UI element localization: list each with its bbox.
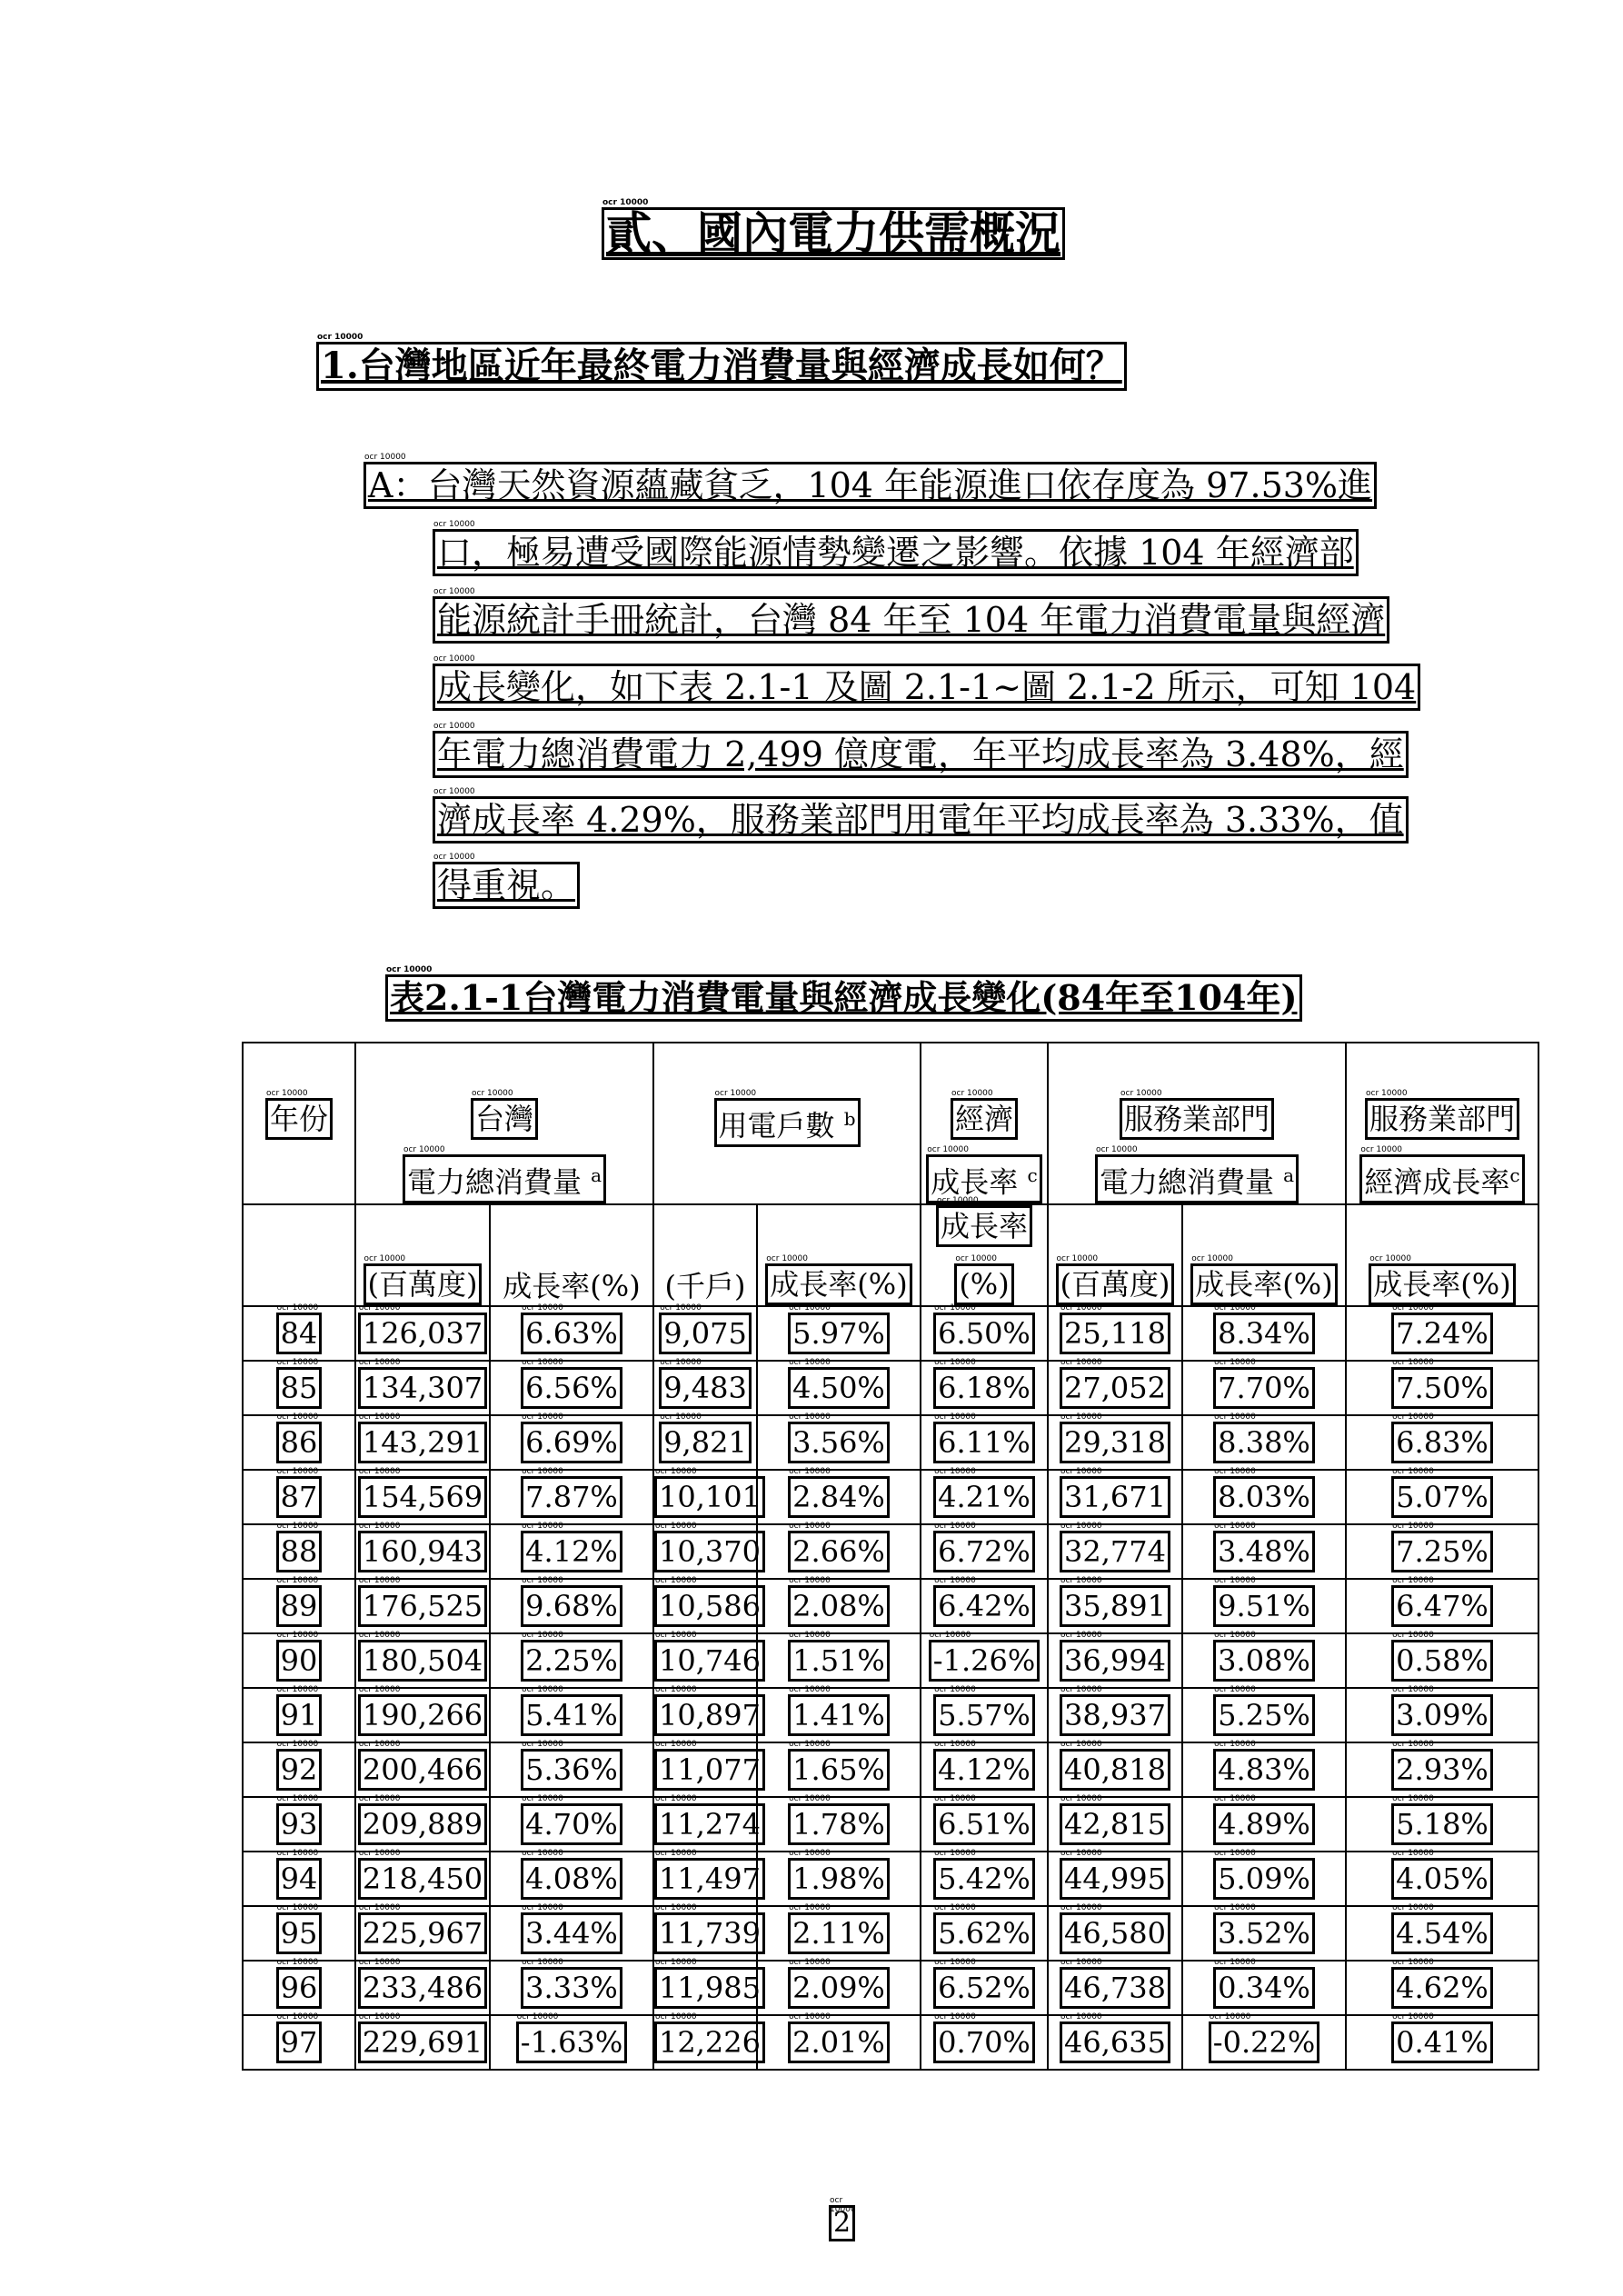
year-cell [243,1852,355,1906]
econ-growth-cell [921,1852,1048,1906]
table-row [243,1579,1538,1633]
service-econ-growth-cell [1346,1361,1538,1415]
households-cell-value: ocr 10000 11,274 [654,1803,765,1845]
header-econ-growth-rate: ocr 10000 成長率 [936,1205,1032,1247]
service-growth-cell-value: ocr 10000 8.38% [1213,1422,1315,1463]
header-growth-2: ocr 10000 成長率(%) [765,1263,911,1305]
service-growth-cell [1182,1361,1346,1415]
households-growth-cell [757,1633,921,1688]
econ-growth-cell [921,1688,1048,1742]
service-consumption-cell-value: ocr 10000 42,815 [1060,1803,1170,1845]
econ-growth-cell-value: ocr 10000 4.21% [933,1476,1035,1518]
service-econ-growth-cell [1346,1524,1538,1579]
service-econ-growth-cell-value: ocr 10000 0.41% [1391,2021,1493,2063]
year-cell [243,1688,355,1742]
households-growth-cell-value: ocr 10000 1.51% [788,1640,890,1682]
taiwan-growth-cell [490,1579,653,1633]
header-unit-gwh: ocr 10000 (百萬度) [363,1263,483,1305]
econ-growth-cell-value: ocr 10000 0.70% [933,2021,1035,2063]
taiwan-growth-cell-value: ocr 10000 6.56% [521,1367,622,1409]
households-cell [653,1470,761,1524]
page-number: ocr 10000 2 [829,2205,855,2241]
taiwan-consumption-cell-value: ocr 10000 225,967 [358,1912,487,1954]
econ-growth-cell-value: ocr 10000 6.11% [933,1422,1035,1463]
header-taiwan-consumption: ocr 10000 電力總消費量 $^a$ [403,1154,606,1203]
service-growth-cell-value: ocr 10000 3.08% [1213,1640,1315,1682]
econ-growth-cell [921,1415,1048,1470]
header-households: ocr 10000 用電戶數 $^b$ [714,1098,861,1147]
year-cell [243,2015,355,2070]
taiwan-growth-cell-value: ocr 10000 4.70% [521,1803,622,1845]
econ-growth-cell-value: ocr 10000 6.18% [933,1367,1035,1409]
households-growth-cell [757,2015,921,2070]
table-row [243,1306,1538,1361]
taiwan-consumption-cell-value: ocr 10000 134,307 [358,1367,487,1409]
households-cell [653,1688,761,1742]
service-consumption-cell-value: ocr 10000 40,818 [1060,1749,1170,1791]
taiwan-growth-cell [490,1688,653,1742]
households-growth-cell [757,1306,921,1361]
service-consumption-cell-value: ocr 10000 36,994 [1060,1640,1170,1682]
table-title: ocr 10000 表2.1-1台灣電力消費電量與經濟成長變化(84年至104年) [385,974,1302,1022]
households-growth-cell [757,1361,921,1415]
econ-growth-cell-value: ocr 10000 6.51% [933,1803,1035,1845]
taiwan-growth-cell-value: ocr 10000 5.36% [521,1749,622,1791]
service-growth-cell-value: ocr 10000 4.89% [1213,1803,1315,1845]
service-econ-growth-cell-value: ocr 10000 6.83% [1391,1422,1493,1463]
header-unit-gwh-2: ocr 10000 (百萬度) [1056,1263,1175,1305]
households-growth-cell [757,1906,921,1961]
households-cell [653,1797,761,1852]
taiwan-growth-cell-value: ocr 10000 6.69% [521,1422,622,1463]
taiwan-consumption-cell [355,1906,490,1961]
service-econ-growth-cell-value: ocr 10000 6.47% [1391,1585,1493,1627]
taiwan-consumption-cell-value: ocr 10000 190,266 [358,1694,487,1736]
service-econ-growth-cell [1346,1306,1538,1361]
service-econ-growth-cell-value: ocr 10000 5.07% [1391,1476,1493,1518]
service-econ-growth-cell-value: ocr 10000 5.18% [1391,1803,1493,1845]
econ-growth-cell [921,1797,1048,1852]
page-title: ocr 10000 貳、國內電力供需概況 [602,207,1065,260]
service-growth-cell [1182,1470,1346,1524]
header-row-2 [243,1204,1538,1306]
service-consumption-cell [1048,1633,1182,1688]
service-consumption-cell [1048,1306,1182,1361]
econ-growth-cell-value: ocr 10000 6.72% [933,1531,1035,1572]
header-taiwan: ocr 10000 台灣 [471,1098,538,1140]
econ-growth-cell-value: ocr 10000 6.42% [933,1585,1035,1627]
taiwan-growth-cell [490,1524,653,1579]
taiwan-growth-cell [490,1797,653,1852]
service-growth-cell [1182,1906,1346,1961]
service-consumption-cell [1048,1470,1182,1524]
taiwan-growth-cell-value: ocr 10000 -1.63% [516,2021,627,2063]
taiwan-consumption-cell-value: ocr 10000 233,486 [358,1967,487,2009]
households-cell-value: ocr 10000 10,746 [654,1640,765,1682]
households-growth-cell-value: ocr 10000 1.41% [788,1694,890,1736]
households-cell [653,1415,757,1470]
service-econ-growth-cell-value: ocr 10000 7.25% [1391,1531,1493,1572]
service-growth-cell-value: ocr 10000 -0.22% [1209,2021,1319,2063]
question-heading: ocr 10000 1.台灣地區近年最終電力消費量與經濟成長如何？ [316,342,1127,391]
households-growth-cell-value: ocr 10000 2.11% [788,1912,890,1954]
taiwan-growth-cell [490,1306,653,1361]
taiwan-growth-cell [490,1742,653,1797]
econ-growth-cell [921,1742,1048,1797]
service-consumption-cell [1048,1688,1182,1742]
households-cell-value: ocr 10000 10,370 [654,1531,765,1572]
econ-growth-cell [921,1579,1048,1633]
service-growth-cell [1182,2015,1346,2070]
taiwan-consumption-cell [355,1579,490,1633]
households-cell [653,1361,757,1415]
service-growth-cell-value: ocr 10000 3.52% [1213,1912,1315,1954]
households-growth-cell-value: ocr 10000 1.65% [788,1749,890,1791]
electricity-table [242,1042,1539,2071]
year-cell-value: ocr 10000 85 [276,1367,323,1409]
households-growth-cell-value: ocr 10000 2.09% [788,1967,890,2009]
service-growth-cell [1182,1688,1346,1742]
taiwan-growth-cell-value: ocr 10000 4.12% [521,1531,622,1572]
taiwan-growth-cell-value: ocr 10000 3.44% [521,1912,622,1954]
households-cell-value: ocr 10000 9,821 [659,1422,752,1463]
taiwan-consumption-cell [355,1852,490,1906]
taiwan-consumption-cell [355,1415,490,1470]
households-cell-value: ocr 10000 10,897 [654,1694,765,1736]
service-growth-cell [1182,1961,1346,2015]
econ-growth-cell [921,2015,1048,2070]
service-consumption-cell [1048,1906,1182,1961]
service-econ-growth-cell [1346,1961,1538,2015]
households-growth-cell-value: ocr 10000 2.84% [788,1476,890,1518]
service-econ-growth-cell [1346,1579,1538,1633]
service-growth-cell [1182,1852,1346,1906]
paragraph-line: ocr 10000 A：台灣天然資源蘊藏貧乏，104 年能源進口依存度為 97.53%進 [363,462,1377,509]
households-cell [653,1742,761,1797]
households-growth-cell-value: ocr 10000 2.08% [788,1585,890,1627]
service-growth-cell-value: ocr 10000 3.48% [1213,1531,1315,1572]
taiwan-growth-cell-value: ocr 10000 5.41% [521,1694,622,1736]
year-cell [243,1470,355,1524]
service-econ-growth-cell [1346,1633,1538,1688]
households-cell [653,1579,761,1633]
header-growth: 成長率(%) [503,1268,641,1303]
table-row [243,1742,1538,1797]
year-cell [243,1633,355,1688]
service-growth-cell-value: ocr 10000 0.34% [1213,1967,1315,2009]
taiwan-consumption-cell [355,1797,490,1852]
paragraph-line: ocr 10000 得重視。 [433,862,580,909]
econ-growth-cell-value: ocr 10000 4.12% [933,1749,1035,1791]
econ-growth-cell-value: ocr 10000 -1.26% [929,1640,1040,1682]
taiwan-consumption-cell-value: ocr 10000 200,466 [358,1749,487,1791]
econ-growth-cell [921,1524,1048,1579]
taiwan-growth-cell [490,1470,653,1524]
service-consumption-cell-value: ocr 10000 46,580 [1060,1912,1170,1954]
year-cell-value: ocr 10000 89 [276,1585,323,1627]
service-growth-cell-value: ocr 10000 5.09% [1213,1858,1315,1900]
households-growth-cell-value: ocr 10000 1.98% [788,1858,890,1900]
header-growth-3: ocr 10000 成長率(%) [1190,1263,1337,1305]
header-econ-growth-pct: ocr 10000 (%) [954,1263,1013,1305]
service-growth-cell-value: ocr 10000 5.25% [1213,1694,1315,1736]
taiwan-growth-cell-value: ocr 10000 2.25% [521,1640,622,1682]
paragraph-line: ocr 10000 年電力總消費電力 2,499 億度電，年平均成長率為 3.48%，經 [433,731,1409,778]
header-service-sector: ocr 10000 服務業部門 [1120,1098,1274,1140]
households-cell-value: ocr 10000 12,226 [654,2021,765,2063]
table-row [243,1906,1538,1961]
service-growth-cell [1182,1524,1346,1579]
households-growth-cell [757,1852,921,1906]
year-cell-value: ocr 10000 87 [276,1476,323,1518]
service-consumption-cell [1048,1852,1182,1906]
service-growth-cell [1182,1742,1346,1797]
taiwan-growth-cell-value: ocr 10000 4.08% [521,1858,622,1900]
taiwan-consumption-cell-value: ocr 10000 126,037 [358,1313,487,1354]
taiwan-growth-cell-value: ocr 10000 6.63% [521,1313,622,1354]
econ-growth-cell [921,1470,1048,1524]
header-service-sector-2: ocr 10000 服務業部門 [1365,1098,1519,1140]
households-cell-value: ocr 10000 9,483 [659,1367,752,1409]
year-cell-value: ocr 10000 91 [276,1694,323,1736]
taiwan-growth-cell [490,1906,653,1961]
households-growth-cell-value: ocr 10000 2.01% [788,2021,890,2063]
service-econ-growth-cell-value: ocr 10000 0.58% [1391,1640,1493,1682]
table-row [243,2015,1538,2070]
year-cell [243,1742,355,1797]
year-cell-value: ocr 10000 94 [276,1858,323,1900]
service-growth-cell [1182,1797,1346,1852]
service-growth-cell [1182,1415,1346,1470]
households-growth-cell-value: ocr 10000 3.56% [788,1422,890,1463]
service-growth-cell [1182,1579,1346,1633]
taiwan-consumption-cell [355,1961,490,2015]
service-econ-growth-cell-value: ocr 10000 3.09% [1391,1694,1493,1736]
taiwan-growth-cell-value: ocr 10000 9.68% [521,1585,622,1627]
taiwan-growth-cell [490,1415,653,1470]
households-growth-cell [757,1415,921,1470]
households-growth-cell [757,1524,921,1579]
paragraph-line: ocr 10000 能源統計手冊統計，台灣 84 年至 104 年電力消費電量與經濟 [433,596,1389,644]
service-consumption-cell [1048,1797,1182,1852]
service-consumption-cell-value: ocr 10000 46,635 [1060,2021,1170,2063]
service-growth-cell [1182,1306,1346,1361]
households-growth-cell [757,1688,921,1742]
service-consumption-cell [1048,1415,1182,1470]
households-cell [653,1906,761,1961]
header-economy: ocr 10000 經濟 [951,1098,1018,1140]
header-service-econ-growth: ocr 10000 經濟成長率$^c$ [1359,1154,1524,1203]
service-consumption-cell-value: ocr 10000 31,671 [1060,1476,1170,1518]
taiwan-consumption-cell-value: ocr 10000 143,291 [358,1422,487,1463]
year-cell-value: ocr 10000 97 [276,2021,323,2063]
econ-growth-cell [921,1633,1048,1688]
table-row [243,1852,1538,1906]
year-cell-value: ocr 10000 90 [276,1640,323,1682]
households-cell [653,2015,761,2070]
service-growth-cell-value: ocr 10000 4.83% [1213,1749,1315,1791]
service-consumption-cell-value: ocr 10000 29,318 [1060,1422,1170,1463]
table-row [243,1415,1538,1470]
households-growth-cell [757,1797,921,1852]
year-cell-value: ocr 10000 93 [276,1803,323,1845]
households-growth-cell-value: ocr 10000 1.78% [788,1803,890,1845]
taiwan-consumption-cell [355,1688,490,1742]
service-consumption-cell [1048,1961,1182,2015]
taiwan-consumption-cell-value: ocr 10000 218,450 [358,1858,487,1900]
year-cell [243,1906,355,1961]
table-row [243,1524,1538,1579]
header-unit-thousand: (千戶) [664,1268,746,1303]
service-consumption-cell-value: ocr 10000 27,052 [1060,1367,1170,1409]
service-consumption-cell-value: ocr 10000 32,774 [1060,1531,1170,1572]
taiwan-consumption-cell [355,1470,490,1524]
households-growth-cell [757,1470,921,1524]
econ-growth-cell-value: ocr 10000 6.50% [933,1313,1035,1354]
service-econ-growth-cell-value: ocr 10000 4.62% [1391,1967,1493,2009]
econ-growth-cell [921,1361,1048,1415]
service-econ-growth-cell-value: ocr 10000 2.93% [1391,1749,1493,1791]
taiwan-consumption-cell [355,1524,490,1579]
year-cell [243,1961,355,2015]
service-econ-growth-cell [1346,1906,1538,1961]
table-row [243,1361,1538,1415]
year-cell [243,1524,355,1579]
service-consumption-cell-value: ocr 10000 46,738 [1060,1967,1170,2009]
households-cell-value: ocr 10000 11,985 [654,1967,765,2009]
header-growth-4: ocr 10000 成長率(%) [1369,1263,1515,1305]
households-cell-value: ocr 10000 11,497 [654,1858,765,1900]
header-year: ocr 10000 年份 [265,1098,333,1140]
econ-growth-cell [921,1961,1048,2015]
service-econ-growth-cell [1346,1688,1538,1742]
service-econ-growth-cell-value: ocr 10000 4.54% [1391,1912,1493,1954]
header-economy-growth: ocr 10000 成長率 $^c$ [926,1154,1041,1203]
year-cell-value: ocr 10000 95 [276,1912,323,1954]
paragraph-line: ocr 10000 成長變化，如下表 2.1-1 及圖 2.1-1~圖 2.1-2 所示，可知 104 [433,664,1420,711]
households-growth-cell [757,1742,921,1797]
paragraph-line: ocr 10000 口，極易遭受國際能源情勢變遷之影響。依據 104 年經濟部 [433,529,1359,576]
households-cell-value: ocr 10000 10,101 [654,1476,765,1518]
service-econ-growth-cell [1346,1852,1538,1906]
households-growth-cell [757,1579,921,1633]
households-cell-value: ocr 10000 11,077 [654,1749,765,1791]
econ-growth-cell-value: ocr 10000 5.42% [933,1858,1035,1900]
service-growth-cell [1182,1633,1346,1688]
service-econ-growth-cell-value: ocr 10000 7.24% [1391,1313,1493,1354]
households-cell-value: ocr 10000 10,586 [654,1585,765,1627]
taiwan-growth-cell [490,1852,653,1906]
year-cell-value: ocr 10000 96 [276,1967,323,2009]
service-consumption-cell-value: ocr 10000 44,995 [1060,1858,1170,1900]
service-growth-cell-value: ocr 10000 9.51% [1213,1585,1315,1627]
taiwan-consumption-cell [355,1361,490,1415]
service-consumption-cell [1048,1742,1182,1797]
econ-growth-cell-value: ocr 10000 6.52% [933,1967,1035,2009]
service-growth-cell-value: ocr 10000 8.34% [1213,1313,1315,1354]
year-cell [243,1797,355,1852]
year-cell-value: ocr 10000 92 [276,1749,323,1791]
service-consumption-cell [1048,1361,1182,1415]
service-consumption-cell [1048,2015,1182,2070]
service-econ-growth-cell [1346,1470,1538,1524]
service-econ-growth-cell [1346,1742,1538,1797]
service-growth-cell-value: ocr 10000 7.70% [1213,1367,1315,1409]
households-growth-cell-value: ocr 10000 4.50% [788,1367,890,1409]
households-cell-value: ocr 10000 11,739 [654,1912,765,1954]
taiwan-growth-cell-value: ocr 10000 3.33% [521,1967,622,2009]
service-econ-growth-cell-value: ocr 10000 4.05% [1391,1858,1493,1900]
year-cell [243,1415,355,1470]
table-row [243,1961,1538,2015]
service-consumption-cell-value: ocr 10000 38,937 [1060,1694,1170,1736]
service-consumption-cell-value: ocr 10000 25,118 [1060,1313,1170,1354]
service-growth-cell-value: ocr 10000 8.03% [1213,1476,1315,1518]
year-cell [243,1306,355,1361]
households-growth-cell-value: ocr 10000 5.97% [788,1313,890,1354]
table-row [243,1633,1538,1688]
table-row [243,1688,1538,1742]
service-consumption-cell [1048,1524,1182,1579]
households-growth-cell [757,1961,921,2015]
econ-growth-cell-value: ocr 10000 5.57% [933,1694,1035,1736]
year-cell [243,1361,355,1415]
year-cell-value: ocr 10000 86 [276,1422,323,1463]
header-row-1 [243,1043,1538,1204]
service-econ-growth-cell [1346,1797,1538,1852]
taiwan-growth-cell [490,1633,653,1688]
year-cell-value: ocr 10000 88 [276,1531,323,1572]
taiwan-consumption-cell [355,1306,490,1361]
taiwan-consumption-cell [355,2015,490,2070]
taiwan-consumption-cell-value: ocr 10000 160,943 [358,1531,487,1572]
econ-growth-cell [921,1906,1048,1961]
econ-growth-cell [921,1306,1048,1361]
taiwan-consumption-cell-value: ocr 10000 209,889 [358,1803,487,1845]
service-econ-growth-cell [1346,1415,1538,1470]
taiwan-growth-cell [490,1361,653,1415]
households-cell [653,1633,761,1688]
service-econ-growth-cell [1346,2015,1538,2070]
year-cell [243,1579,355,1633]
taiwan-growth-cell [490,1961,653,2015]
paragraph-line: ocr 10000 濟成長率 4.29%，服務業部門用電年平均成長率為 3.33%，值 [433,796,1409,844]
taiwan-consumption-cell-value: ocr 10000 180,504 [358,1640,487,1682]
households-cell [653,1524,761,1579]
taiwan-consumption-cell [355,1742,490,1797]
taiwan-consumption-cell-value: ocr 10000 229,691 [358,2021,487,2063]
households-cell [653,1852,761,1906]
taiwan-consumption-cell [355,1633,490,1688]
year-cell-value: ocr 10000 84 [276,1313,323,1354]
households-cell [653,1306,757,1361]
taiwan-consumption-cell-value: ocr 10000 154,569 [358,1476,487,1518]
econ-growth-cell-value: ocr 10000 5.62% [933,1912,1035,1954]
taiwan-growth-cell [490,2015,653,2070]
service-consumption-cell [1048,1579,1182,1633]
table-row [243,1470,1538,1524]
service-consumption-cell-value: ocr 10000 35,891 [1060,1585,1170,1627]
taiwan-growth-cell-value: ocr 10000 7.87% [521,1476,622,1518]
service-econ-growth-cell-value: ocr 10000 7.50% [1391,1367,1493,1409]
taiwan-consumption-cell-value: ocr 10000 176,525 [358,1585,487,1627]
households-growth-cell-value: ocr 10000 2.66% [788,1531,890,1572]
households-cell-value: ocr 10000 9,075 [659,1313,752,1354]
header-service-consumption: ocr 10000 電力總消費量 $^a$ [1095,1154,1299,1203]
households-cell [653,1961,761,2015]
table-row [243,1797,1538,1852]
